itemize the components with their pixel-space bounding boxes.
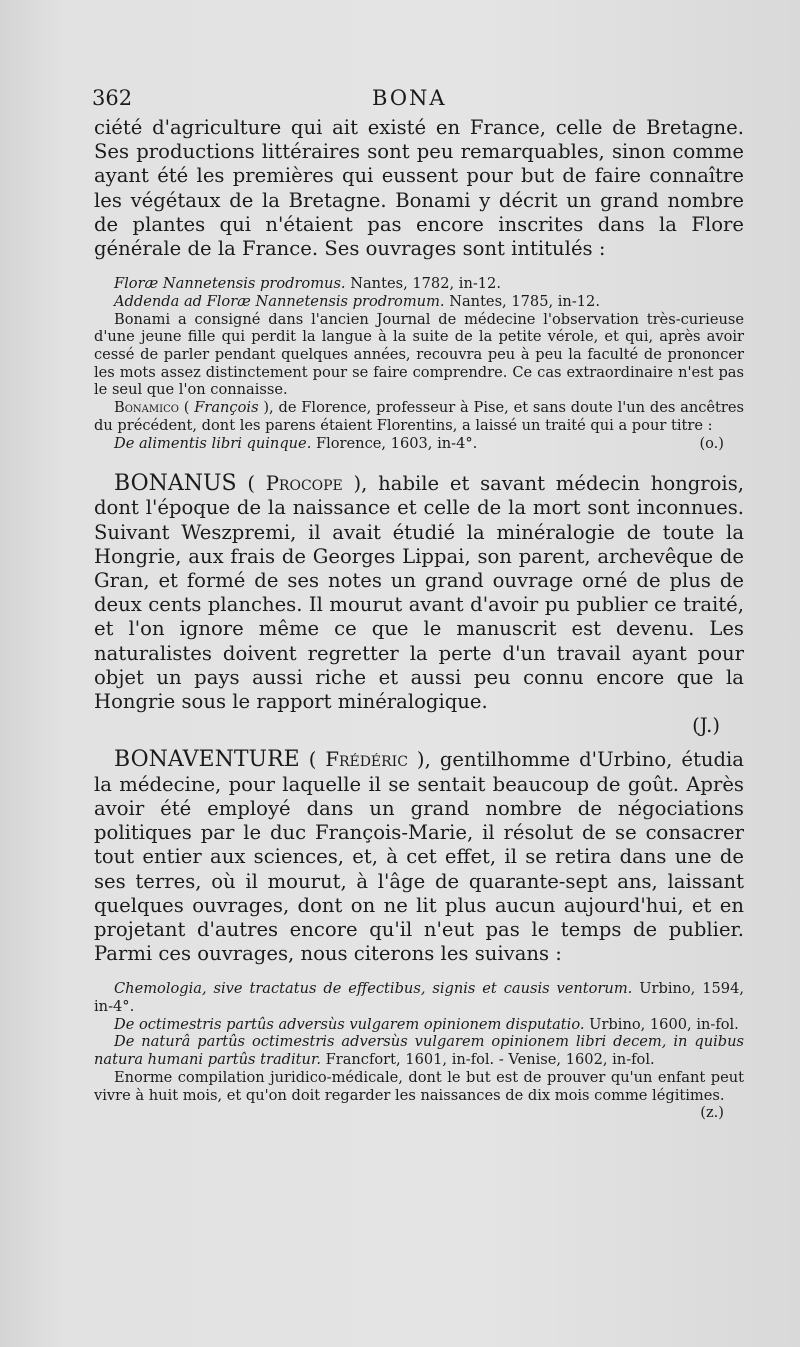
work-entry <box>94 980 744 1015</box>
entry-name: BONANUS <box>114 471 237 497</box>
signature: (z.) <box>700 1104 724 1122</box>
work-entry <box>94 293 744 311</box>
entry-firstname: Frédéric <box>325 748 408 772</box>
note-paragraph: Bonami a consigné dans l'ancien Journal de médecine l'observation très-curieuse d'une jeune fille qui perdit la langue à la suite de la petite vérole, et qui, après avoir cessé de parler pendant quelques années, recouvra peu à peu la faculté de prononcer les mots assez distinctement pour se faire comprendre. Ce cas extraordinaire n'est pas le seul que l'on connaisse. <box>94 310 744 399</box>
work-imprint: Urbino, 1594, in-4°. <box>94 980 744 1016</box>
page-number: 362 <box>92 86 133 110</box>
signature: (o.) <box>699 434 724 452</box>
work-imprint: Florence, 1603, in-4°. <box>311 434 478 452</box>
entry-text: gentilhomme d'Urbino, étudia la médecine, pour laquelle il se sentait beaucoup de goût. Après avoir été employé dans un grand nombre de négociations politiques par le duc François-Marie, il résolut de se consacrer tout entier aux sciences, et, à cet effet, il se retira dans une de ses terres, où il mourut, à l'âge de quarante-sept ans, laissant quelques ouvrages, dont on ne lit plus aucun aujourd'hui, et en projetant d'autres encore qu'il n'eut pas le temps de publier. Parmi ces ouvrages, nous citerons les suivans : <box>94 748 744 966</box>
entry-bonamico: Bonamico ( François ), de Florence, professeur à Pise, et sans doute l'un des ancêtres du précédent, dont les parens étaient Florentins, a laissé un traité qui a pour titre : <box>94 399 744 434</box>
running-title: BONA <box>372 86 447 110</box>
work-entry <box>94 1033 744 1068</box>
page-body <box>94 116 744 1122</box>
entry-text: habile et savant médecin hongrois, dont l'époque de la naissance et celle de la mort sont inconnues. Suivant Weszpremi, il avait étudié la minéralogie de toute la Hongrie, aux frais de Georges Lippai, son parent, archevêque de Gran, et formé de ses notes un grand ouvrage orné de plus de deux cents planches. Il mourut avant d'avoir pu publier ce traité, et l'on ignore même ce que le manuscrit est devenu. Les naturalistes doivent regretter la perte d'un travail ayant pour objet un pays aussi riche et aussi peu connu encore que la Hongrie sous le rapport minéralogique. <box>94 472 744 714</box>
work-entry <box>94 435 744 453</box>
entry-text: de Florence, professeur à Pise, et sans doute l'un des ancêtres du précédent, dont les parens étaient Florentins, a laissé un traité qui a pour titre : <box>94 399 744 434</box>
note-paragraph <box>94 1068 744 1122</box>
entry-name: BONAVENTURE <box>114 747 300 773</box>
work-title: Floræ Nannetensis prodromus. <box>114 275 346 293</box>
entry-firstname: François <box>194 399 259 417</box>
work-title: De naturâ partûs octimestris adversùs vulgarem opinionem libri decem, in quibus natura humani partûs traditur. <box>94 1033 744 1069</box>
work-entry <box>94 1016 744 1034</box>
note-text: Enorme compilation juridico-médicale, dont le but est de prouver qu'un enfant peut vivre à huit mois, et qu'on doit regarder les naissances de dix mois comme légitimes. <box>94 1068 744 1104</box>
work-title: De octimestris partûs adversùs vulgarem opinionem disputatio. <box>114 1015 585 1033</box>
work-title: Chemologia, sive tractatus de effectibus, signis et causis ventorum. <box>114 980 633 998</box>
work-imprint: Nantes, 1785, in-12. <box>444 292 600 310</box>
entry-firstname: Procope <box>265 472 343 496</box>
entry-bonaventure: BONAVENTURE ( Frédéric ), gentilhomme d'Urbino, étudia la médecine, pour laquelle il se sentait beaucoup de goût. Après avoir été employé dans un grand nombre de négociations politiques par le duc François-Marie, il résolut de se consacrer tout entier aux sciences, et, à cet effet, il se retira dans une de ses terres, où il mourut, à l'âge de quarante-sept ans, laissant quelques ouvrages, dont on ne lit plus aucun aujourd'hui, et en projetant d'autres encore qu'il n'eut pas le temps de publier. Parmi ces ouvrages, nous citerons les suivans : <box>94 747 744 966</box>
work-title: Addenda ad Floræ Nannetensis prodromum. <box>114 292 445 310</box>
entry-name: Bonamico <box>114 399 179 417</box>
work-imprint: Francfort, 1601, in-fol. - Venise, 1602, in-fol. <box>320 1051 655 1069</box>
work-imprint: Nantes, 1782, in-12. <box>345 275 501 293</box>
page-header <box>92 86 742 116</box>
work-title: De alimentis libri quinque. <box>114 434 312 452</box>
intro-paragraph: ciété d'agriculture qui ait existé en France, celle de Bretagne. Ses productions littéraires sont peu remarquables, sinon comme ayant été les premières qui eussent pour but de faire connaître les végétaux de la Bretagne. Bonami y décrit un grand nombre de plantes qui n'étaient pas encore inscrites dans la Flore générale de la France. Ses ouvrages sont intitulés : <box>94 116 744 261</box>
signature: (J.) <box>692 714 720 738</box>
work-entry <box>94 275 744 293</box>
work-imprint: Urbino, 1600, in-fol. <box>584 1015 739 1033</box>
entry-bonanus: BONANUS ( Procope ), habile et savant médecin hongrois, dont l'époque de la naissance et celle de la mort sont inconnues. Suivant Weszpremi, il avait étudié la minéralogie de toute la Hongrie, aux frais de Georges Lippai, son parent, archevêque de Gran, et formé de ses notes un grand ouvrage orné de plus de deux cents planches. Il mourut avant d'avoir pu publier ce traité, et l'on ignore même ce que le manuscrit est devenu. Les naturalistes doivent regretter la perte d'un travail ayant pour objet un pays aussi riche et aussi peu connu encore que la Hongrie sous le rapport minéralogique. <box>94 471 744 714</box>
